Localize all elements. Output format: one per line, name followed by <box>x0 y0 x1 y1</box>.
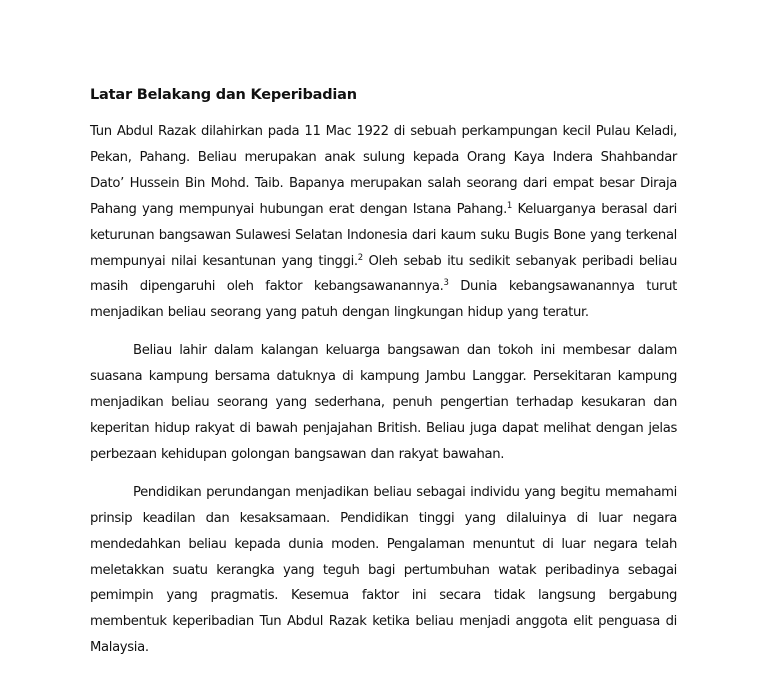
footnote-ref-3[interactable]: 3 <box>443 278 449 289</box>
paragraph-1-text-a: Tun Abdul Razak dilahirkan pada 11 Mac 1922 di sebuah perkampungan kecil Pulau Keladi, Pekan, Pahang. Beliau merupakan anak sulung kepada Orang Kaya Indera Shahbandar Dato’ Hussein Bin Mohd. Taib. Bapanya merupakan salah seorang dari empat besar Diraja Pahang yang mempunyai hubungan erat dengan Istana Pahang. <box>90 124 677 217</box>
paragraph-2: Beliau lahir dalam kalangan keluarga bangsawan dan tokoh ini membesar dalam suasana kampung bersama datuknya di kampung Jambu Langgar. Persekitaran kampung menjadikan beliau seorang yang sederhana, penuh pengertian terhadap kesukaran dan keperitan hidup rakyat di bawah penjajahan British. Beliau juga dapat melihat dengan jelas perbezaan kehidupan golongan bangsawan dan rakyat bawahan. <box>90 343 677 462</box>
paragraph-3: Pendidikan perundangan menjadikan beliau sebagai individu yang begitu memahami prinsip keadilan dan kesaksamaan. Pendidikan tinggi yang dilaluinya di luar negara mendedahkan beliau kepada dunia moden. Pengalaman menuntut di luar negara telah meletakkan suatu kerangka yang teguh bagi pertumbuhan watak peribadinya sebagai pemimpin yang pragmatis. Kesemua faktor ini secara tidak langsung bergabung membentuk keperibadian Tun Abdul Razak ketika beliau menjadi anggota elit penguasa di Malaysia. <box>90 484 677 656</box>
footnote-ref-1[interactable]: 1 <box>506 200 512 211</box>
paragraph-1-text-b: Keluarganya berasal dari keturunan bangsawan Sulawesi Selatan Indonesia dari kaum suku Bugis Bone yang terkenal mempunyai nilai kesantunan yang tinggi. <box>90 201 677 269</box>
document-page <box>90 85 677 673</box>
paragraph-1 <box>90 119 677 326</box>
paragraph-1-text-c: Oleh sebab itu sedikit sebanyak peribadi beliau masih dipengaruhi oleh faktor kebangsawanannya. <box>90 253 677 295</box>
section-heading: Latar Belakang dan Keperibadian <box>90 87 357 103</box>
footnote-ref-2[interactable]: 2 <box>357 252 363 263</box>
paragraph-1-text-d: Dunia kebangsawanannya turut menjadikan beliau seorang yang patuh dengan lingkungan hidup yang teratur. <box>90 279 677 321</box>
